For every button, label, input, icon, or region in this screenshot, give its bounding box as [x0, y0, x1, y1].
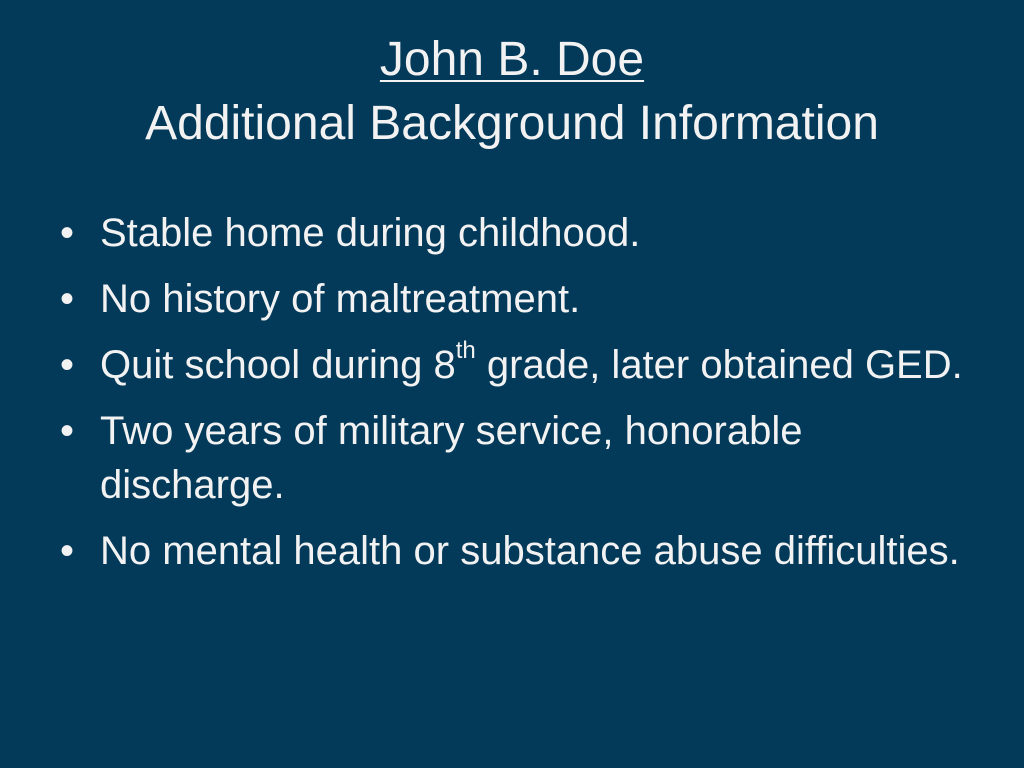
bullet-text: No history of maltreatment. — [100, 277, 581, 321]
bullet-text: Two years of military service, honorable discharge. — [100, 409, 803, 507]
bullet-item — [60, 338, 980, 392]
bullet-dot-icon: • — [60, 343, 75, 387]
bullet-dot-icon: • — [60, 529, 75, 573]
bullet-item — [60, 404, 980, 512]
bullet-text-after: grade, later obtained GED. — [475, 343, 963, 387]
bullet-text: No mental health or substance abuse difficulties. — [100, 529, 960, 573]
bullet-text-before: Quit school during 8 — [100, 343, 456, 387]
bullet-superscript: th — [455, 336, 476, 364]
bullet-list — [60, 206, 980, 590]
bullet-item — [60, 272, 980, 326]
slide-subtitle: Additional Background Information — [145, 97, 879, 150]
bullet-dot-icon: • — [60, 211, 75, 255]
bullet-item — [60, 206, 980, 260]
slide-title: John B. Doe — [379, 33, 645, 86]
bullet-dot-icon: • — [60, 409, 75, 453]
bullet-dot-icon: • — [60, 277, 75, 321]
bullet-item — [60, 524, 980, 578]
slide-title-block — [0, 28, 1024, 156]
bullet-text: Stable home during childhood. — [100, 211, 641, 255]
